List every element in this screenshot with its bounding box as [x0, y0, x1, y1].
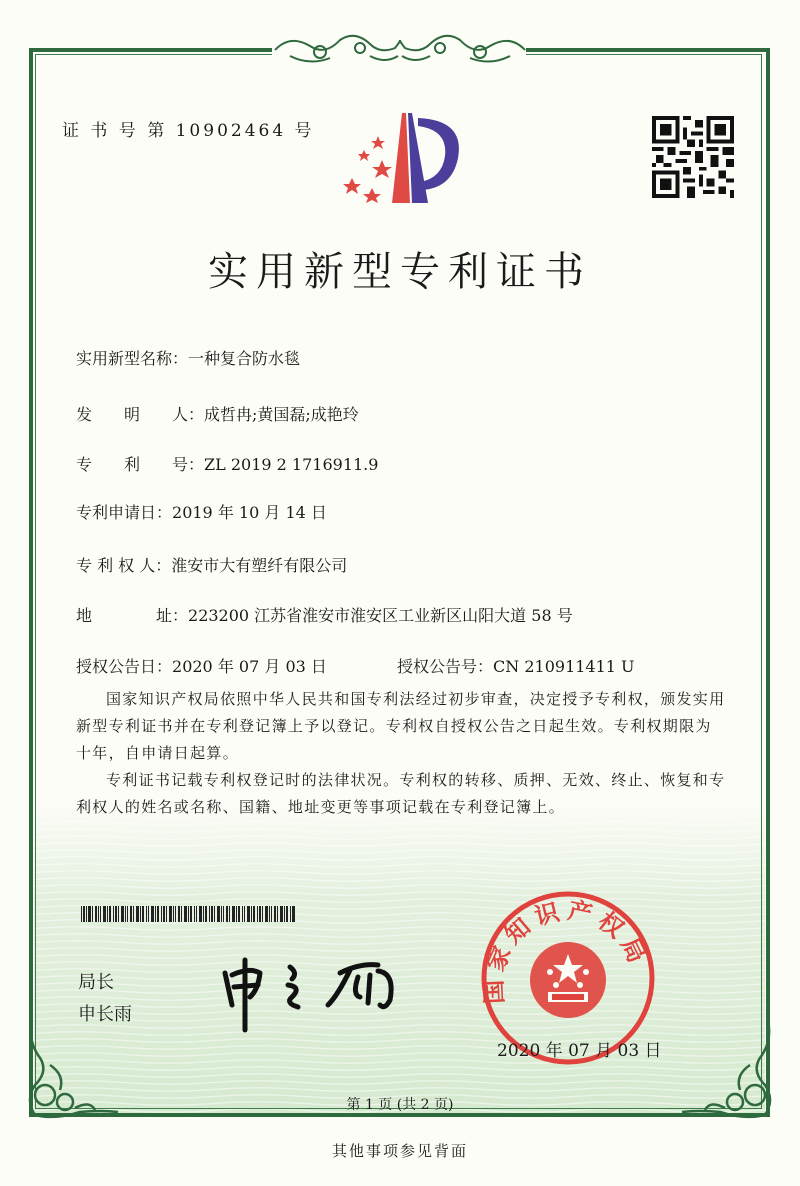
field-value: 成哲冉;黄国磊;成艳玲 — [204, 405, 359, 424]
field-grant-date — [76, 654, 327, 677]
field-announcement-number — [397, 654, 635, 677]
field-label: 实用新型名称： — [76, 349, 189, 368]
certificate-number: 证 书 号 第 10902464 号 — [62, 121, 315, 141]
back-note: 其他事项参见背面 — [331, 1142, 468, 1160]
certificate-title: 实用新型专利证书 — [208, 249, 592, 295]
field-label: 专 利 权 人： — [76, 556, 172, 575]
legal-text — [76, 686, 726, 821]
director-title: 局长 — [78, 972, 114, 993]
field-value: 223200 江苏省淮安市淮安区工业新区山阳大道 58 号 — [188, 606, 573, 625]
field-value: 淮安市大有塑纤有限公司 — [171, 556, 348, 575]
field-utility-model-name — [76, 346, 300, 369]
field-inventors — [76, 402, 359, 425]
field-value: 一种复合防水毯 — [188, 349, 301, 368]
legal-paragraph: 国家知识产权局依照中华人民共和国专利法经过初步审查，决定授予专利权，颁发实用新型专利证书并在专利登记簿上予以登记。专利权自授权公告之日起生效。专利权期限为十年，自申请日起算。 — [76, 690, 726, 762]
field-value: 2020 年 07 月 03 日 — [172, 657, 327, 676]
field-address — [76, 603, 573, 626]
barcode-icon — [81, 906, 295, 922]
field-label: 授权公告日： — [76, 657, 173, 676]
field-patentee — [76, 553, 347, 576]
field-patent-number — [76, 452, 378, 475]
field-value: 2019 年 10 月 14 日 — [172, 503, 327, 522]
legal-paragraph: 专利证书记载专利权登记时的法律状况。专利权的转移、质押、无效、终止、恢复和专利权人的姓名或名称、国籍、地址变更等事项记载在专利登记簿上。 — [76, 771, 726, 816]
top-ornament-icon — [270, 26, 530, 71]
cnipa-logo-icon — [330, 108, 460, 203]
field-application-date — [76, 500, 327, 523]
seal-date: 2020 年 07 月 03 日 — [497, 1041, 662, 1061]
seal-text: 国家知识产权局 — [479, 896, 654, 1005]
field-label: 发 明 人： — [76, 405, 205, 424]
field-label: 地 址： — [76, 606, 189, 625]
field-label: 专利申请日： — [76, 503, 173, 522]
field-value: CN 210911411 U — [493, 657, 635, 676]
qr-code-icon[interactable] — [652, 116, 734, 198]
page-indicator: 第 1 页 (共 2 页) — [346, 1097, 454, 1113]
director-name: 申长雨 — [78, 1004, 132, 1025]
national-emblem-icon — [530, 942, 606, 1018]
field-label: 授权公告号： — [397, 657, 494, 676]
field-value: ZL 2019 2 1716911.9 — [204, 455, 379, 474]
director-signature — [220, 955, 410, 1035]
field-label: 专 利 号： — [76, 455, 205, 474]
